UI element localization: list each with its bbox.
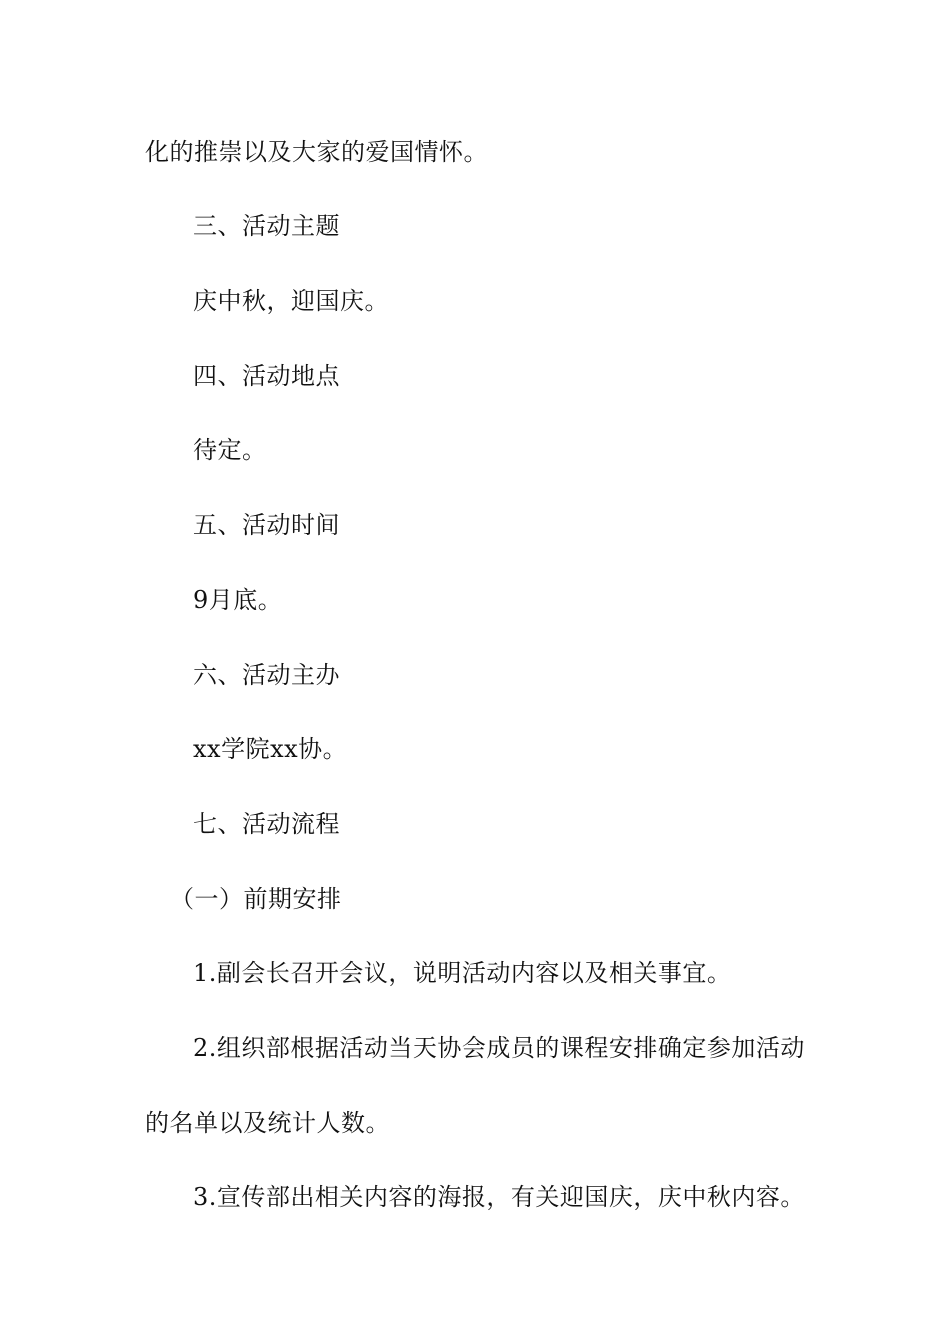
list-item-2: 2.组织部根据活动当天协会成员的课程安排确定参加活动 bbox=[193, 1034, 805, 1062]
section-heading-organizer: 六、活动主办 bbox=[193, 661, 340, 689]
section-heading-time: 五、活动时间 bbox=[193, 511, 340, 539]
subsection-heading-preparation: （一）前期安排 bbox=[170, 885, 342, 913]
list-item-3: 3.宣传部出相关内容的海报，有关迎国庆，庆中秋内容。 bbox=[193, 1183, 805, 1211]
paragraph-theme: 庆中秋，迎国庆。 bbox=[193, 287, 389, 315]
section-heading-location: 四、活动地点 bbox=[193, 362, 340, 390]
list-item-1: 1.副会长召开会议，说明活动内容以及相关事宜。 bbox=[193, 959, 732, 987]
paragraph-location: 待定。 bbox=[193, 436, 267, 464]
list-item-2-continuation: 的名单以及统计人数。 bbox=[145, 1109, 390, 1137]
paragraph-time: 9月底。 bbox=[193, 586, 283, 614]
section-heading-process: 七、活动流程 bbox=[193, 810, 340, 838]
paragraph-organizer: xx学院xx协。 bbox=[193, 735, 348, 763]
section-heading-theme: 三、活动主题 bbox=[193, 212, 340, 240]
paragraph-continuation: 化的推崇以及大家的爱国情怀。 bbox=[145, 138, 488, 166]
